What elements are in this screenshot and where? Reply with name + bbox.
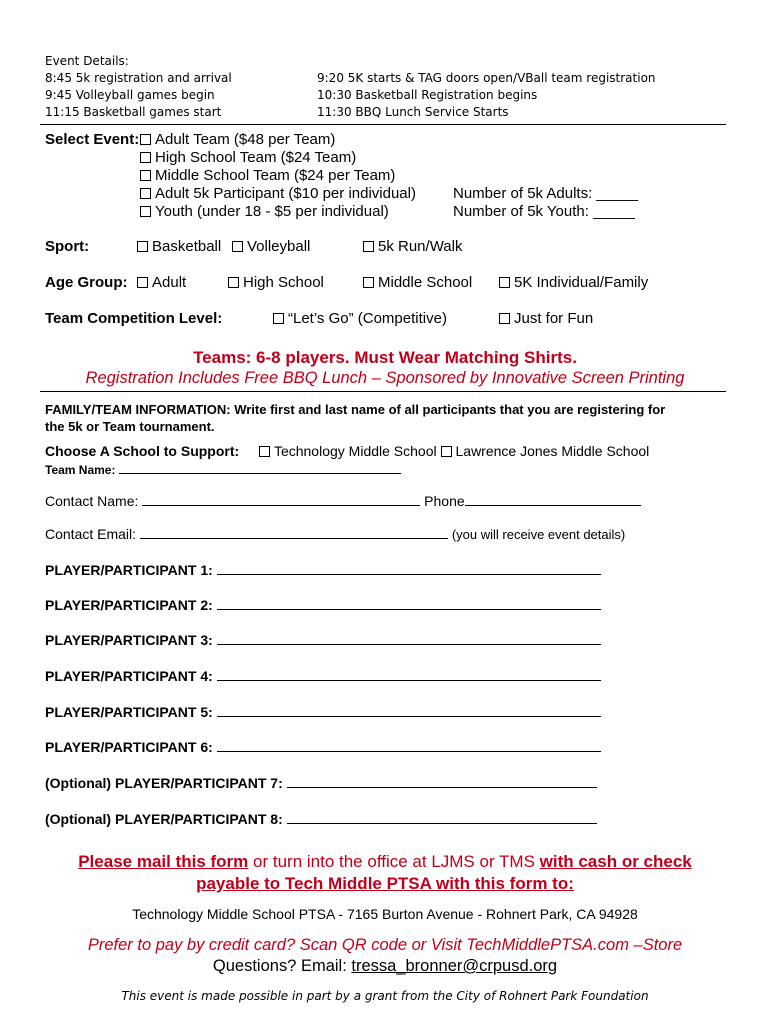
select-event-label: Select Event: (45, 131, 140, 148)
team-name-field[interactable] (119, 461, 401, 474)
player-row (45, 668, 601, 684)
contact-name-field[interactable] (142, 493, 420, 506)
event-detail-item: 9:45 Volleyball games begin (45, 88, 215, 102)
checkbox-icon[interactable] (140, 152, 151, 163)
select-event-options (140, 131, 416, 221)
questions-label: Questions? Email: (212, 957, 352, 975)
divider (40, 124, 726, 125)
player-label: PLAYER/PARTICIPANT 5: (45, 704, 213, 720)
checkbox-icon[interactable] (273, 313, 284, 324)
school-tms[interactable]: Technology Middle School (259, 443, 437, 459)
checkbox-icon[interactable] (140, 170, 151, 181)
contact-email-label: Contact Email: (45, 526, 137, 542)
mail-part1: Please mail this form (78, 852, 249, 871)
option-high-school-team[interactable]: High School Team ($24 Team) (140, 149, 416, 167)
option-youth-5k[interactable]: Youth (under 18 - $5 per individual) (140, 203, 416, 221)
age-group-label: Age Group: (45, 274, 128, 291)
team-name-label: Team Name: (45, 463, 116, 477)
player-row (45, 811, 597, 827)
player-row (45, 775, 597, 791)
player-label: PLAYER/PARTICIPANT 6: (45, 739, 213, 755)
player-label: PLAYER/PARTICIPANT 2: (45, 597, 213, 613)
checkbox-icon[interactable] (363, 241, 374, 252)
sport-volleyball[interactable]: Volleyball (232, 238, 310, 255)
option-adult-5k[interactable]: Adult 5k Participant ($10 per individual) (140, 185, 416, 203)
age-middle-school[interactable]: Middle School (363, 274, 472, 291)
checkbox-icon[interactable] (259, 446, 270, 457)
player-field[interactable] (287, 775, 597, 788)
phone-field[interactable] (465, 493, 641, 506)
sport-label: Sport: (45, 238, 90, 255)
mail-part3: with cash or check (539, 852, 692, 871)
address: Technology Middle School PTSA - 7165 Burton Avenue - Rohnert Park, CA 94928 (132, 906, 638, 922)
player-row (45, 704, 601, 720)
player-row (45, 597, 601, 613)
checkbox-icon[interactable] (441, 446, 452, 457)
checkbox-icon[interactable] (499, 277, 510, 288)
event-details-left (45, 70, 232, 121)
credit-card-note: Prefer to pay by credit card? Scan QR code or Visit TechMiddlePTSA.com –Store (87, 936, 683, 954)
checkbox-icon[interactable] (228, 277, 239, 288)
checkbox-icon[interactable] (140, 188, 151, 199)
questions-email-link[interactable]: tressa_bronner@crpusd.org (351, 957, 558, 975)
checkbox-icon[interactable] (140, 134, 151, 145)
team-name-row (45, 461, 401, 477)
teams-note: Teams: 6-8 players. Must Wear Matching Shirts. (193, 348, 577, 367)
player-label: (Optional) PLAYER/PARTICIPANT 8: (45, 811, 283, 827)
player-field[interactable] (287, 811, 597, 824)
checkbox-icon[interactable] (137, 277, 148, 288)
sport-basketball[interactable]: Basketball (137, 238, 221, 255)
event-detail-item: 9:20 5K starts & TAG doors open/VBall team registration (317, 71, 656, 85)
age-high-school[interactable]: High School (228, 274, 324, 291)
event-details-right (317, 70, 656, 121)
player-label: PLAYER/PARTICIPANT 4: (45, 668, 213, 684)
option-adult-team[interactable]: Adult Team ($48 per Team) (140, 131, 416, 149)
mail-line2: payable to Tech Middle PTSA with this form to: (196, 874, 574, 893)
checkbox-icon[interactable] (232, 241, 243, 252)
player-label: (Optional) PLAYER/PARTICIPANT 7: (45, 775, 283, 791)
player-field[interactable] (217, 632, 601, 645)
school-label: Choose A School to Support: (45, 443, 240, 459)
competition-fun[interactable]: Just for Fun (499, 310, 593, 327)
player-row (45, 739, 601, 755)
mail-instructions (0, 852, 770, 872)
event-detail-item: 8:45 5k registration and arrival (45, 71, 232, 85)
divider (40, 391, 726, 392)
phone-label: Phone (424, 493, 465, 509)
player-field[interactable] (217, 739, 601, 752)
player-label: PLAYER/PARTICIPANT 1: (45, 562, 213, 578)
checkbox-icon[interactable] (363, 277, 374, 288)
checkbox-icon[interactable] (499, 313, 510, 324)
option-middle-school-team[interactable]: Middle School Team ($24 per Team) (140, 167, 416, 185)
sport-5k[interactable]: 5k Run/Walk (363, 238, 462, 255)
registration-note: Registration Includes Free BBQ Lunch – Sponsored by Innovative Screen Printing (85, 369, 685, 387)
player-field[interactable] (217, 562, 601, 575)
player-row (45, 562, 601, 578)
grant-note: This event is made possible in part by a grant from the City of Rohnert Park Foundation (121, 989, 649, 1003)
event-detail-item: 11:15 Basketball games start (45, 105, 222, 119)
event-details-title: Event Details: (45, 54, 129, 68)
player-field[interactable] (217, 704, 601, 717)
competition-label: Team Competition Level: (45, 310, 223, 327)
player-label: PLAYER/PARTICIPANT 3: (45, 632, 213, 648)
checkbox-icon[interactable] (140, 206, 151, 217)
player-field[interactable] (217, 668, 601, 681)
event-detail-item: 11:30 BBQ Lunch Service Starts (317, 105, 509, 119)
email-note: (you will receive event details) (451, 527, 626, 542)
age-5k-individual[interactable]: 5K Individual/Family (499, 274, 648, 291)
contact-email-field[interactable] (140, 526, 448, 539)
questions (0, 957, 770, 976)
player-row (45, 632, 601, 648)
competition-competitive[interactable]: “Let’s Go” (Competitive) (273, 310, 447, 327)
contact-name-label: Contact Name: (45, 493, 139, 509)
contact-name-row (45, 493, 641, 509)
age-adult[interactable]: Adult (137, 274, 186, 291)
school-ljms[interactable]: Lawrence Jones Middle School (441, 443, 650, 459)
count-adults[interactable]: Number of 5k Adults: _____ (453, 185, 639, 202)
school-row (45, 443, 649, 459)
family-info: FAMILY/TEAM INFORMATION: Write first and last name of all participants that you are registering for the 5k or Team tournament. (45, 402, 666, 434)
count-youth[interactable]: Number of 5k Youth: _____ (453, 203, 635, 220)
mail-part2: or turn into the office at LJMS or TMS (248, 852, 540, 871)
checkbox-icon[interactable] (137, 241, 148, 252)
contact-email-row (45, 526, 625, 542)
event-detail-item: 10:30 Basketball Registration begins (317, 88, 538, 102)
player-field[interactable] (217, 597, 601, 610)
